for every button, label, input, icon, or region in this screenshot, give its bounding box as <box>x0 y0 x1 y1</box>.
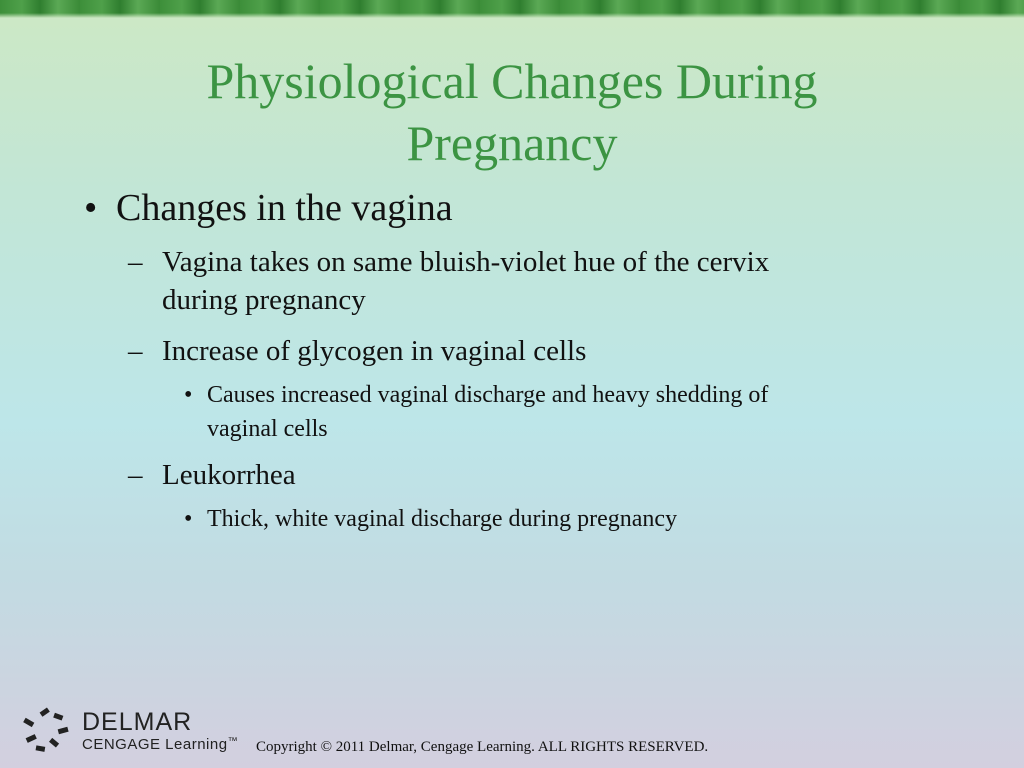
bullet-marker: • <box>84 187 98 229</box>
logo-text-cengage-learning: CENGAGE Learning <box>82 736 228 753</box>
bullet-marker: • <box>184 382 193 408</box>
logo-text-delmar: DELMAR <box>82 708 193 736</box>
slide-title-line-2: Pregnancy <box>406 115 618 171</box>
sub-bullet-bluish-violet-line-1: Vagina takes on same bluish-violet hue of the cervix <box>162 246 770 278</box>
sub-sub-bullet-thick-white: Thick, white vaginal discharge during pregnancy <box>207 506 678 532</box>
top-decorative-band <box>0 0 1024 18</box>
sub-bullet-bluish-violet-line-2: during pregnancy <box>162 284 366 316</box>
dash-marker: – <box>128 459 143 491</box>
slide-title-line-1: Physiological Changes During <box>206 53 818 109</box>
sub-bullet-glycogen: Increase of glycogen in vaginal cells <box>162 335 587 367</box>
bullet-marker: • <box>184 506 193 532</box>
slide-title <box>90 50 934 174</box>
logo-trademark: ™ <box>227 736 239 747</box>
sub-sub-bullet-discharge-line-1: Causes increased vaginal discharge and heavy shedding of <box>207 382 769 408</box>
sub-bullet-leukorrhea: Leukorrhea <box>162 459 296 491</box>
dash-marker: – <box>128 246 143 278</box>
copyright-notice: Copyright © 2011 Delmar, Cengage Learning. ALL RIGHTS RESERVED. <box>256 739 709 755</box>
sub-sub-bullet-discharge-line-2: vaginal cells <box>207 416 328 442</box>
dash-marker: – <box>128 335 143 367</box>
bullet-changes-in-vagina: Changes in the vagina <box>116 187 453 229</box>
logo-text-cengage <box>82 736 238 753</box>
delmar-cengage-logo <box>20 706 250 756</box>
logo-mark-icon <box>20 706 76 756</box>
